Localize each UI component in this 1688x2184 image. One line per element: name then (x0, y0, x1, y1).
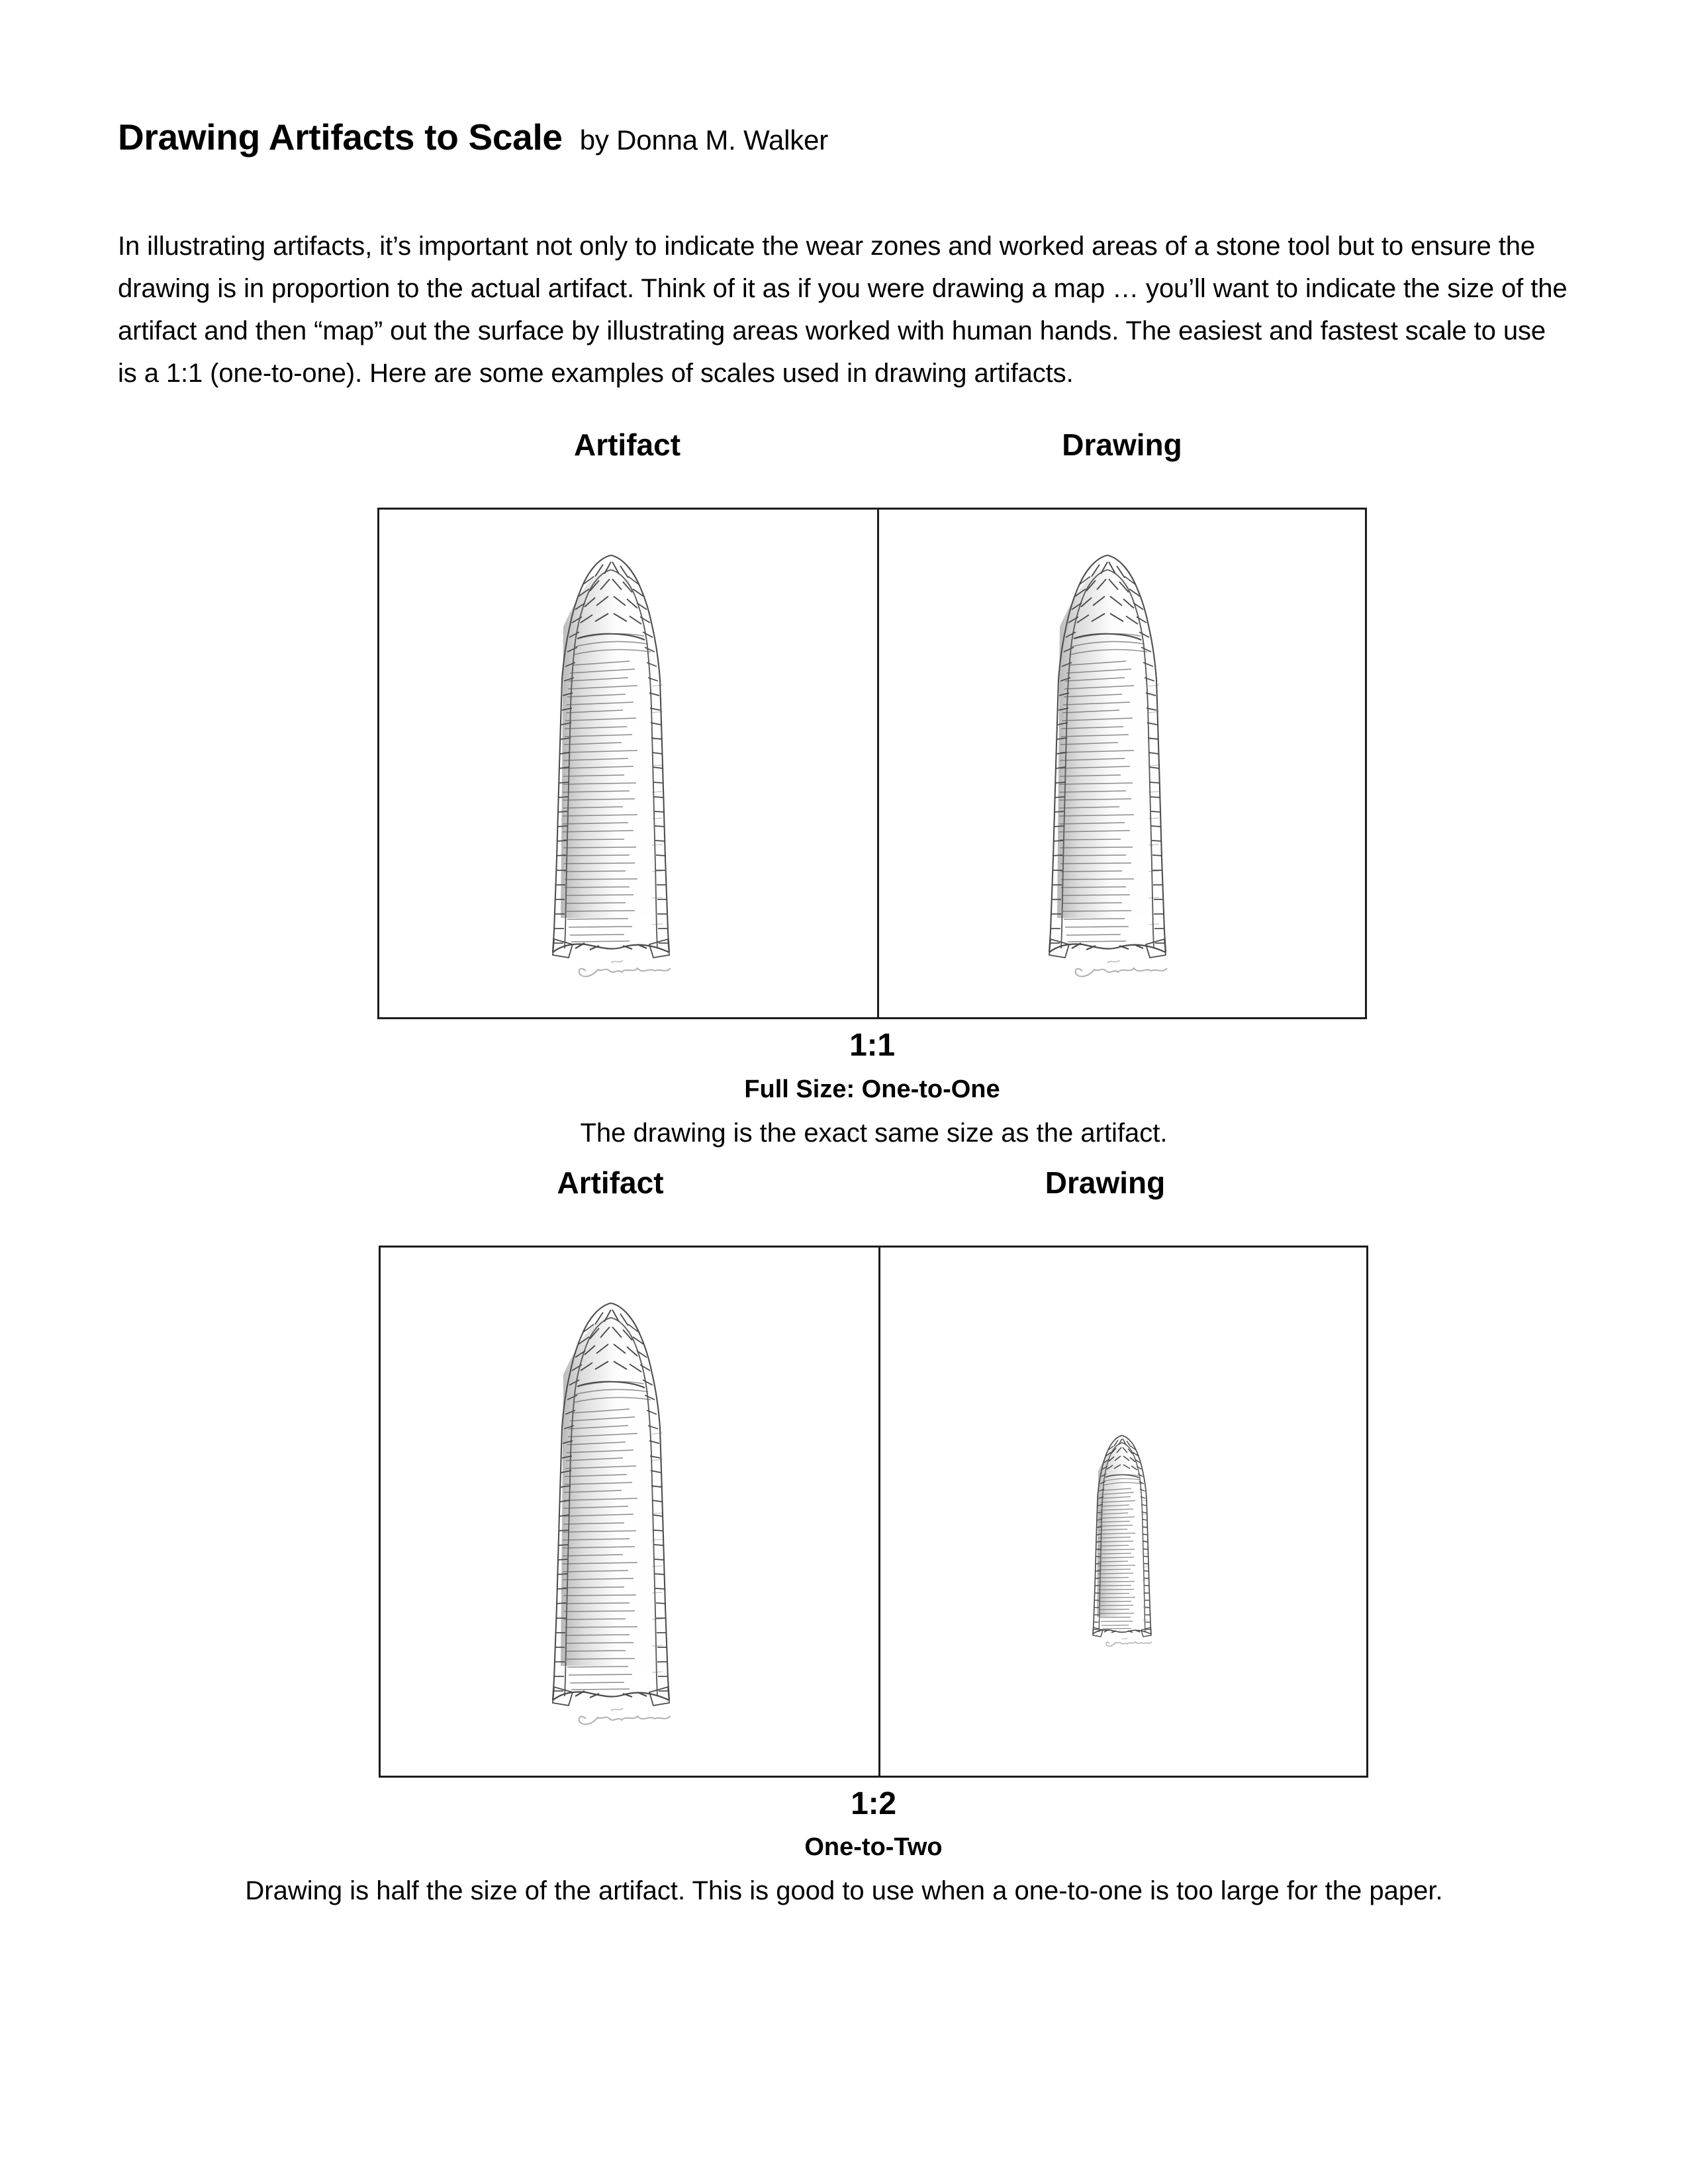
figure-2-frame (379, 1246, 1368, 1778)
drawing-signature-2 (1106, 1638, 1152, 1646)
projectile-point-drawing (1072, 1432, 1172, 1650)
figure-1-cell-drawing (879, 510, 1367, 1017)
figure-1-cell-artifact (379, 510, 877, 1017)
author-byline: by Donna M. Walker (579, 124, 829, 156)
figure-2-scale-name: One-to-Two (804, 1833, 943, 1861)
figure-2-cell-drawing (880, 1248, 1368, 1776)
figure-1-column-labels (377, 427, 1367, 463)
intro-paragraph (118, 225, 1568, 394)
figure-1-scale-ratio: 1:1 (849, 1028, 895, 1063)
figure-1-scale-name: Full Size: One-to-One (744, 1075, 1000, 1103)
artifact-illustration-4-half-scale (1072, 1432, 1172, 1650)
figure-2-column-labels (379, 1165, 1368, 1201)
artifact-illustration-1 (512, 547, 710, 984)
figure-2-description: Drawing is half the size of the artifact. This is good to use when a one-to-one is too large for the paper. (245, 1876, 1443, 1905)
figure-2-label-artifact: Artifact (557, 1165, 664, 1200)
page-title: Drawing Artifacts to Scale (118, 116, 563, 158)
projectile-point-drawing (512, 1295, 710, 1732)
artifact-illustration-3 (512, 1295, 710, 1732)
artifact-illustration-2 (1008, 547, 1207, 984)
figure-2-scale-ratio: 1:2 (851, 1786, 896, 1821)
document-header (118, 116, 828, 158)
figure-1-label-drawing: Drawing (1062, 428, 1182, 462)
figure-1-label-artifact: Artifact (573, 428, 681, 462)
figure-1-description: The drawing is the exact same size as the artifact. (580, 1118, 1168, 1148)
artifact-signature-2 (579, 1708, 671, 1724)
projectile-point-drawing (1008, 547, 1207, 984)
intro-paragraph-text: In illustrating artifacts, it’s important not only to indicate the wear zones and worked areas of a stone tool but to ensure the drawing is in proportion to the actual artifact. Think of it as if you were drawing a map … you’ll want to indicate the size of the artifact and then “map” out the surface by illustrating areas worked with human hands. The easiest and fastest scale to use is a 1:1 (one-to-one). Here are some examples of scales used in drawing artifacts. (118, 232, 1568, 388)
projectile-point-drawing (512, 547, 710, 984)
figure-1-frame (377, 508, 1367, 1019)
figure-2-label-drawing: Drawing (1045, 1165, 1166, 1200)
figure-2-cell-artifact (381, 1248, 878, 1776)
artifact-signature-1 (579, 960, 671, 976)
drawing-signature-1 (1076, 960, 1167, 976)
